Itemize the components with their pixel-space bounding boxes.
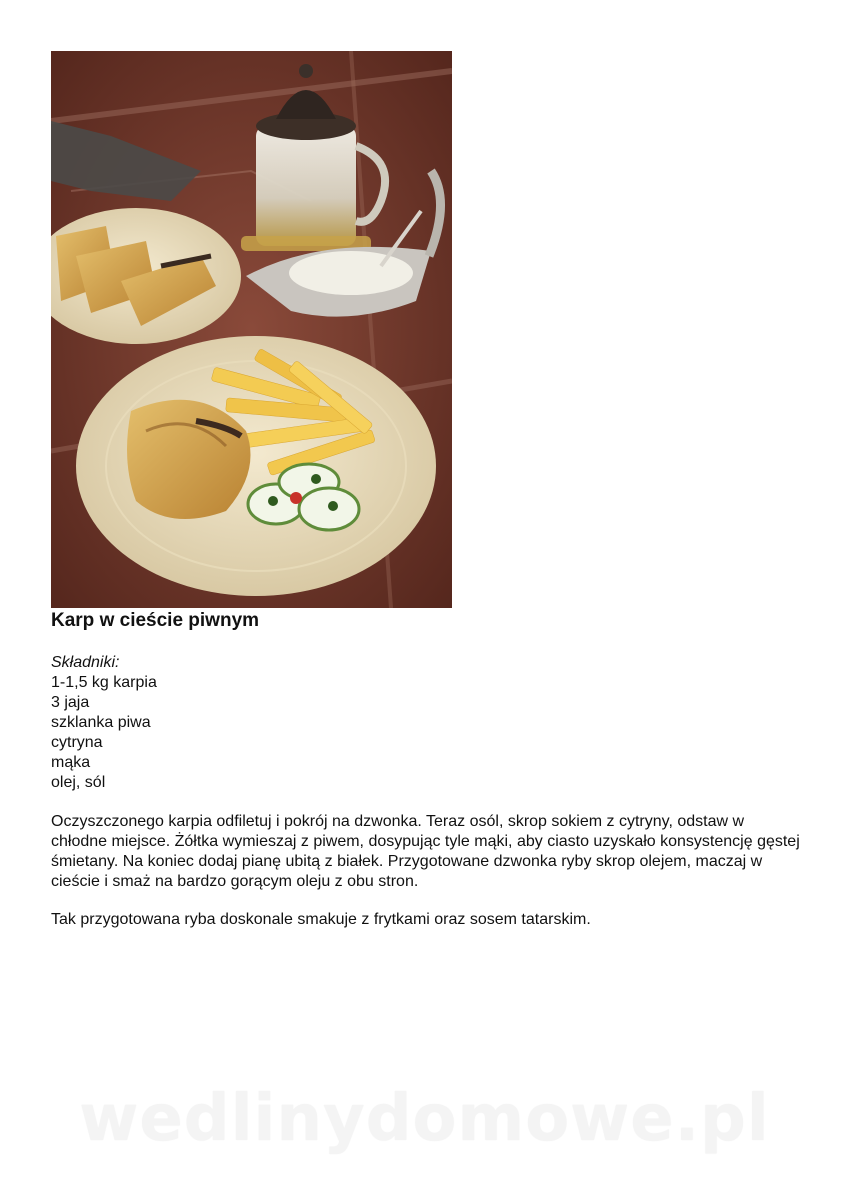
watermark: wedlinydomowe.pl <box>79 1082 770 1156</box>
serving-note: Tak przygotowana ryba doskonale smakuje z frytkami oraz sosem tatarskim. <box>51 911 591 928</box>
ingredients-label: Składniki: <box>51 654 120 671</box>
ingredient-item: olej, sól <box>51 774 106 791</box>
recipe-title: Karp w cieście piwnym <box>51 610 260 631</box>
ingredient-item: 1-1,5 kg karpia <box>51 674 157 691</box>
ingredient-item: szklanka piwa <box>51 714 151 731</box>
ingredient-item: cytryna <box>51 734 103 751</box>
recipe-photo <box>51 51 452 608</box>
ingredient-item: mąka <box>51 754 91 771</box>
ingredients-list <box>51 673 157 793</box>
ingredient-item: 3 jaja <box>51 694 90 711</box>
instructions-paragraph: Oczyszczonego karpia odfiletuj i pokrój na dzwonka. Teraz osól, skrop sokiem z cytryny, odstaw w chłodne miejsce. Żółtka wymieszaj z piwem, dosypując tyle mąki, aby ciasto uzyskało konsystencję gęstej śmietany. Na koniec dodaj pianę ubitą z białek. Przygotowane dzwonka ryby skrop olejem, maczaj w cieście i smaż na bardzo gorącym oleju z obu stron. <box>51 813 800 890</box>
